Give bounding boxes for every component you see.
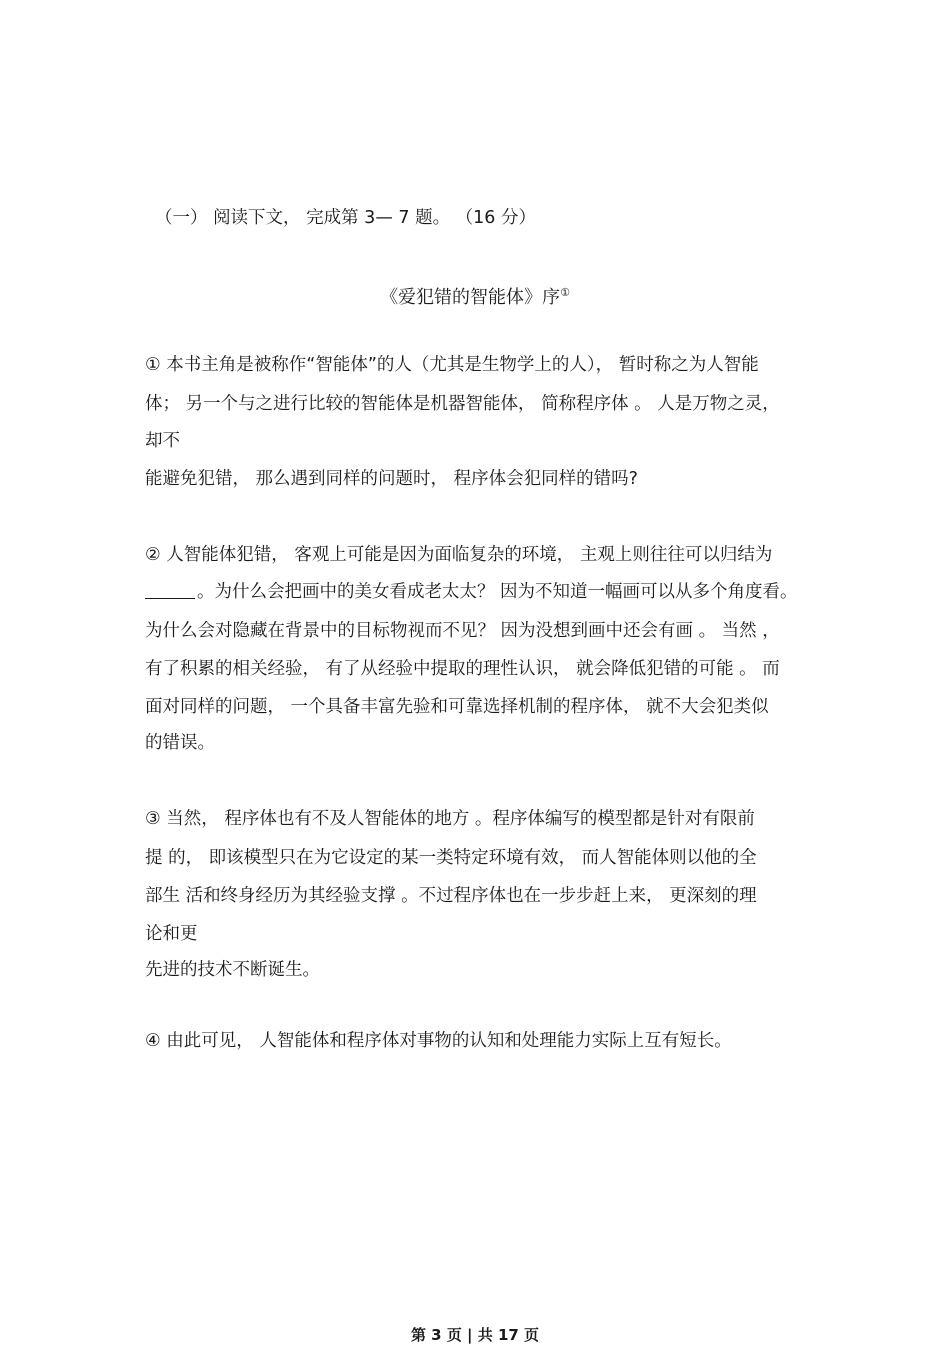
paragraph-line: 却不 xyxy=(145,431,180,451)
paragraph-line: ④ 由此可见， 人智能体和程序体对事物的认知和处理能力实际上互有短长。 xyxy=(145,1031,732,1051)
paragraph-line: 体； 另一个与之进行比较的智能体是机器智能体， 简称程序体 。 人是万物之灵， xyxy=(145,394,780,414)
paragraph-line: ① 本书主角是被称作“智能体”的人（尤其是生物学上的人）， 暂时称之为人智能 xyxy=(145,355,759,375)
page-footer: 第 3 页 | 共 17 页 xyxy=(410,1326,540,1344)
paragraph-line: ② 人智能体犯错， 客观上可能是因为面临复杂的环境， 主观上则往往可以归结为 xyxy=(145,545,773,565)
paragraph-line: 的错误。 xyxy=(145,733,215,753)
paragraph-line: 面对同样的问题， 一个具备丰富先验和可靠选择机制的程序体， 就不大会犯类似 xyxy=(145,697,769,717)
section-header: （一） 阅读下文， 完成第 3— 7 题。 （16 分） xyxy=(155,208,536,228)
paragraph-line-with-blank xyxy=(145,580,798,604)
paragraph-line: 论和更 xyxy=(145,924,198,944)
answer-blank[interactable] xyxy=(145,580,195,599)
article-title: 《爱犯错的智能体》序 xyxy=(380,287,561,308)
paragraph-line: 能避免犯错， 那么遇到同样的问题时， 程序体会犯同样的错吗? xyxy=(145,469,638,489)
paragraph-line: 有了积累的相关经验， 有了从经验中提取的理性认识， 就会降低犯错的可能 。 而 xyxy=(145,659,780,679)
paragraph-line: 部生 活和终身经历为其经验支撑 。不过程序体也在一步步赶上来， 更深刻的理 xyxy=(145,886,757,906)
paragraph-line: 先进的技术不断诞生。 xyxy=(145,960,320,980)
paragraph-line: 提 的， 即该模型只在为它设定的某一类特定环境有效， 而人智能体则以他的全 xyxy=(145,848,757,868)
article-title-row xyxy=(0,281,950,310)
paragraph-line: 为什么会对隐藏在背景中的目标物视而不见？ 因为没想到画中还会有画 。 当然 ， xyxy=(145,621,780,641)
paragraph-line: ③ 当然， 程序体也有不及人智能体的地方 。程序体编写的模型都是针对有限前 xyxy=(145,809,755,829)
paragraph-line-text: 。为什么会把画中的美女看成老太太？ 因为不知道一幅画可以从多个角度看。 xyxy=(197,582,798,602)
footnote-marker: ① xyxy=(560,286,570,299)
